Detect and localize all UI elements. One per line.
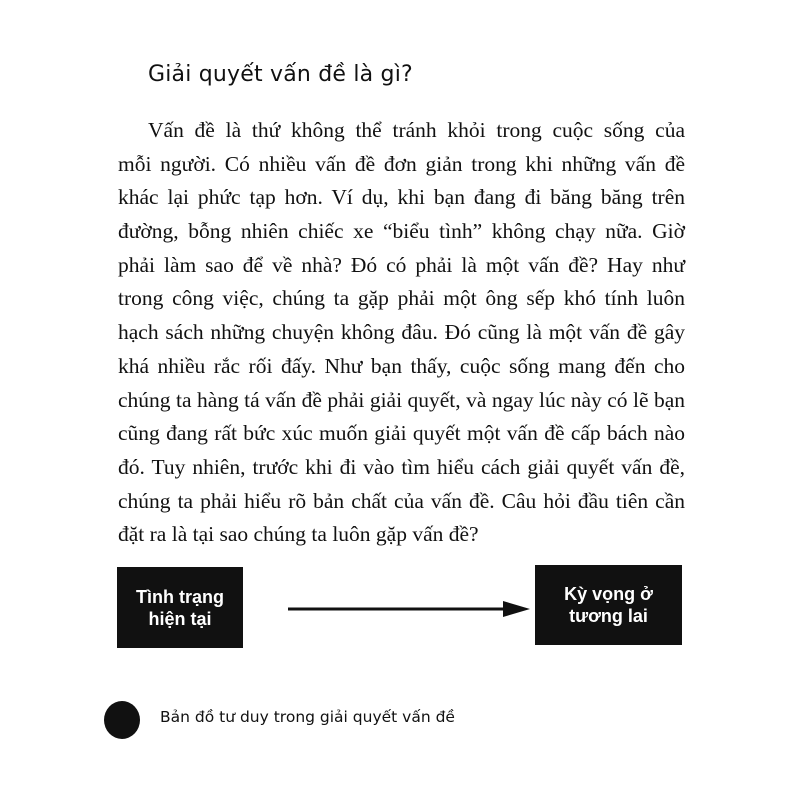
bullet-circle-icon (104, 701, 140, 739)
arrow-right-icon (288, 600, 533, 618)
paragraph-line: đó. Tuy nhiên, trước khi đi vào tìm hiểu cách giải quyết vấn đề, (118, 454, 685, 479)
paragraph-line: chúng ta hàng tá vấn đề phải giải quyết, và ngay lúc này có lẽ bạn (118, 387, 685, 412)
body-paragraph (118, 114, 685, 552)
box-label: tương lai (569, 606, 648, 626)
paragraph-line: phải làm sao để về nhà? Đó có phải là một vấn đề? Hay như (118, 252, 685, 277)
paragraph-line: khá nhiều rắc rối đấy. Như bạn thấy, cuộc sống mang đến cho (118, 353, 685, 378)
paragraph-line: chúng ta phải hiểu rõ bản chất của vấn đề. Câu hỏi đầu tiên cần (118, 488, 685, 513)
paragraph-line: trong công việc, chúng ta gặp phải một ông sếp khó tính luôn (118, 286, 685, 311)
paragraph-line: mỗi người. Có nhiều vấn đề đơn giản trong khi những vấn đề (118, 151, 685, 176)
paragraph-line: đặt ra là tại sao chúng ta luôn gặp vấn đề? (118, 522, 479, 547)
section-heading: Giải quyết vấn đề là gì? (148, 62, 413, 87)
current-state-box (117, 567, 243, 648)
paragraph-line: Vấn đề là thứ không thể tránh khỏi trong cuộc sống của (148, 118, 685, 142)
box-label: Tình trạng (136, 586, 224, 607)
future-expectation-box (535, 565, 682, 645)
paragraph-line: đường, bỗng nhiên chiếc xe “biểu tình” không chạy nữa. Giờ (118, 219, 685, 244)
box-label: hiện tại (148, 608, 212, 629)
box-label: Kỳ vọng ở (564, 584, 653, 604)
paragraph-line: khác lại phức tạp hơn. Ví dụ, khi bạn đang đi băng băng trên (118, 185, 685, 210)
paragraph-line: cũng đang rất bức xúc muốn giải quyết một vấn đề cấp bách nào (118, 421, 685, 446)
paragraph-line: hạch sách những chuyện không đâu. Đó cũng là một vấn đề gây (118, 320, 685, 345)
figure-caption: Bản đồ tư duy trong giải quyết vấn đề (160, 708, 455, 726)
